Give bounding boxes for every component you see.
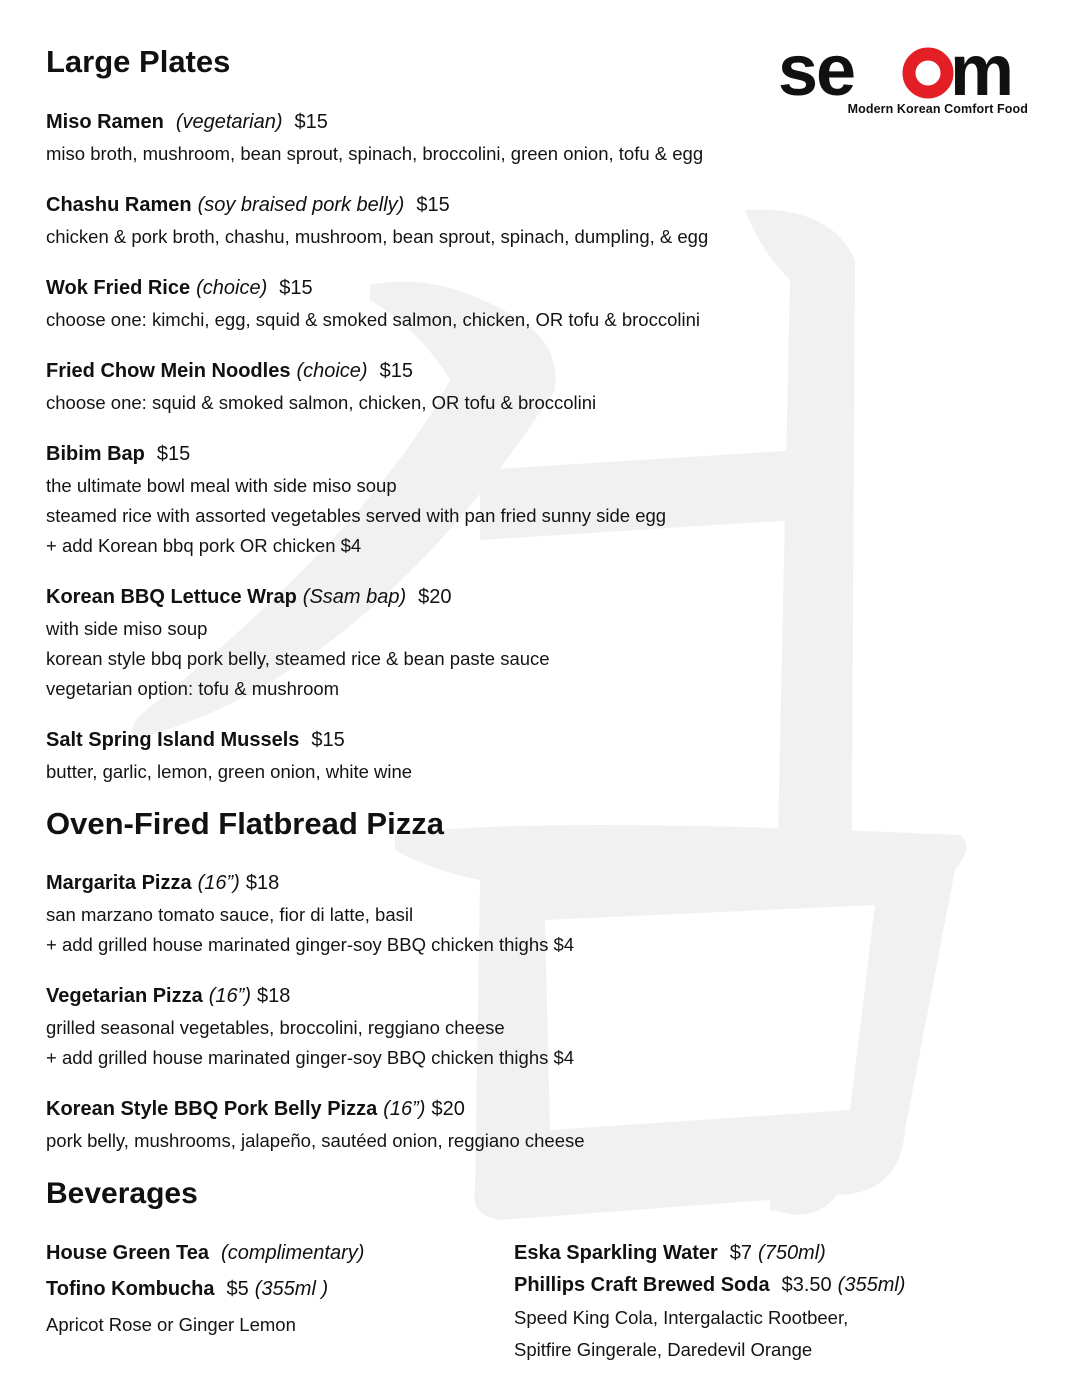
menu-item xyxy=(46,727,1046,787)
item-name: Phillips Craft Brewed Soda xyxy=(514,1274,770,1296)
item-price: $20 xyxy=(418,586,452,608)
item-description: san marzano tomato sauce, fior di latte, basil xyxy=(46,904,414,925)
item-note: (soy braised pork belly) xyxy=(197,194,405,216)
section-heading-beverages: Beverages xyxy=(46,1177,198,1210)
item-description: steamed rice with assorted vegetables served with pan fried sunny side egg xyxy=(46,505,667,526)
item-description: Speed King Cola, Intergalactic Rootbeer, xyxy=(514,1307,849,1328)
item-note: (750ml) xyxy=(758,1242,826,1264)
item-price: $7 xyxy=(729,1242,753,1264)
item-description: + add Korean bbq pork OR chicken $4 xyxy=(46,535,362,556)
logo-text-s-e: se xyxy=(778,40,855,100)
menu-item xyxy=(46,870,1046,960)
item-name: Miso Ramen xyxy=(46,111,164,133)
item-price: $18 xyxy=(256,985,291,1007)
item-name: Vegetarian Pizza xyxy=(46,985,203,1007)
beverage-item xyxy=(514,1240,1034,1266)
section-heading-pizza: Oven-Fired Flatbread Pizza xyxy=(46,806,444,841)
item-note: (choice) xyxy=(296,360,368,382)
item-name: Wok Fried Rice xyxy=(46,277,191,299)
item-description: Apricot Rose or Ginger Lemon xyxy=(46,1314,296,1335)
item-name: Korean Style BBQ Pork Belly Pizza xyxy=(46,1098,378,1120)
item-price: $15 xyxy=(156,443,191,465)
item-note: (16”) xyxy=(383,1098,426,1120)
beverage-item xyxy=(46,1276,486,1340)
item-note: (355ml) xyxy=(837,1274,906,1296)
item-description: + add grilled house marinated ginger-soy BBQ chicken thighs $4 xyxy=(46,934,575,955)
logo-wordmark xyxy=(778,40,1030,100)
item-description: + add grilled house marinated ginger-soy BBQ chicken thighs $4 xyxy=(46,1047,575,1068)
item-name: Bibim Bap xyxy=(46,443,145,465)
item-description: miso broth, mushroom, bean sprout, spinach, broccolini, green onion, tofu & egg xyxy=(46,143,704,164)
item-name: Fried Chow Mein Noodles xyxy=(46,360,291,382)
item-name: House Green Tea xyxy=(46,1242,210,1264)
beverage-item xyxy=(46,1240,486,1266)
item-price: $15 xyxy=(416,194,450,216)
beverage-item xyxy=(514,1272,1074,1366)
seom-logo xyxy=(778,40,1030,124)
menu-item xyxy=(46,983,1046,1073)
section-heading-large-plates: Large Plates xyxy=(46,44,231,79)
menu-item xyxy=(46,275,1046,335)
item-name: Chashu Ramen xyxy=(46,194,192,216)
item-description: choose one: squid & smoked salmon, chicken, OR tofu & broccolini xyxy=(46,392,597,413)
menu-item xyxy=(46,1096,1046,1156)
item-description: grilled seasonal vegetables, broccolini, reggiano cheese xyxy=(46,1017,505,1038)
menu-item xyxy=(46,192,1046,252)
item-price: $15 xyxy=(279,277,313,299)
item-price: $3.50 xyxy=(781,1274,832,1296)
item-description: butter, garlic, lemon, green onion, white wine xyxy=(46,761,413,782)
item-description: korean style bbq pork belly, steamed rice & bean paste sauce xyxy=(46,648,550,669)
item-price: $5 xyxy=(226,1278,249,1300)
menu-item xyxy=(46,441,1046,561)
item-price: $15 xyxy=(311,729,345,751)
logo-tagline: Modern Korean Comfort Food xyxy=(847,102,1028,116)
item-name: Margarita Pizza xyxy=(46,872,192,894)
item-description: vegetarian option: tofu & mushroom xyxy=(46,678,340,699)
item-note: (choice) xyxy=(196,277,268,299)
logo-text-m: m xyxy=(950,40,1015,100)
menu-item xyxy=(46,584,1046,704)
item-note: (complimentary) xyxy=(221,1242,365,1264)
item-name: Korean BBQ Lettuce Wrap xyxy=(46,586,297,608)
item-description: with side miso soup xyxy=(46,618,208,639)
logo-red-o xyxy=(909,54,947,92)
item-description: Spitfire Gingerale, Daredevil Orange xyxy=(514,1339,813,1360)
item-price: $20 xyxy=(431,1098,465,1120)
item-note: (vegetarian) xyxy=(175,111,283,133)
menu-item xyxy=(46,358,1046,418)
item-note: (355ml ) xyxy=(254,1278,329,1300)
item-description: pork belly, mushrooms, jalapeño, sautéed onion, reggiano cheese xyxy=(46,1130,585,1151)
item-note: (16”) xyxy=(208,985,251,1007)
item-description: the ultimate bowl meal with side miso soup xyxy=(46,475,397,496)
item-price: $15 xyxy=(379,360,413,382)
item-note: (Ssam bap) xyxy=(302,586,407,608)
item-description: choose one: kimchi, egg, squid & smoked salmon, chicken, OR tofu & broccolini xyxy=(46,309,700,330)
item-name: Tofino Kombucha xyxy=(46,1278,215,1300)
item-note: (16”) xyxy=(197,872,240,894)
item-name: Eska Sparkling Water xyxy=(514,1242,718,1264)
item-description: chicken & pork broth, chashu, mushroom, bean sprout, spinach, dumpling, & egg xyxy=(46,226,709,247)
item-price: $15 xyxy=(294,111,328,133)
item-price: $18 xyxy=(245,872,280,894)
item-name: Salt Spring Island Mussels xyxy=(46,729,300,751)
